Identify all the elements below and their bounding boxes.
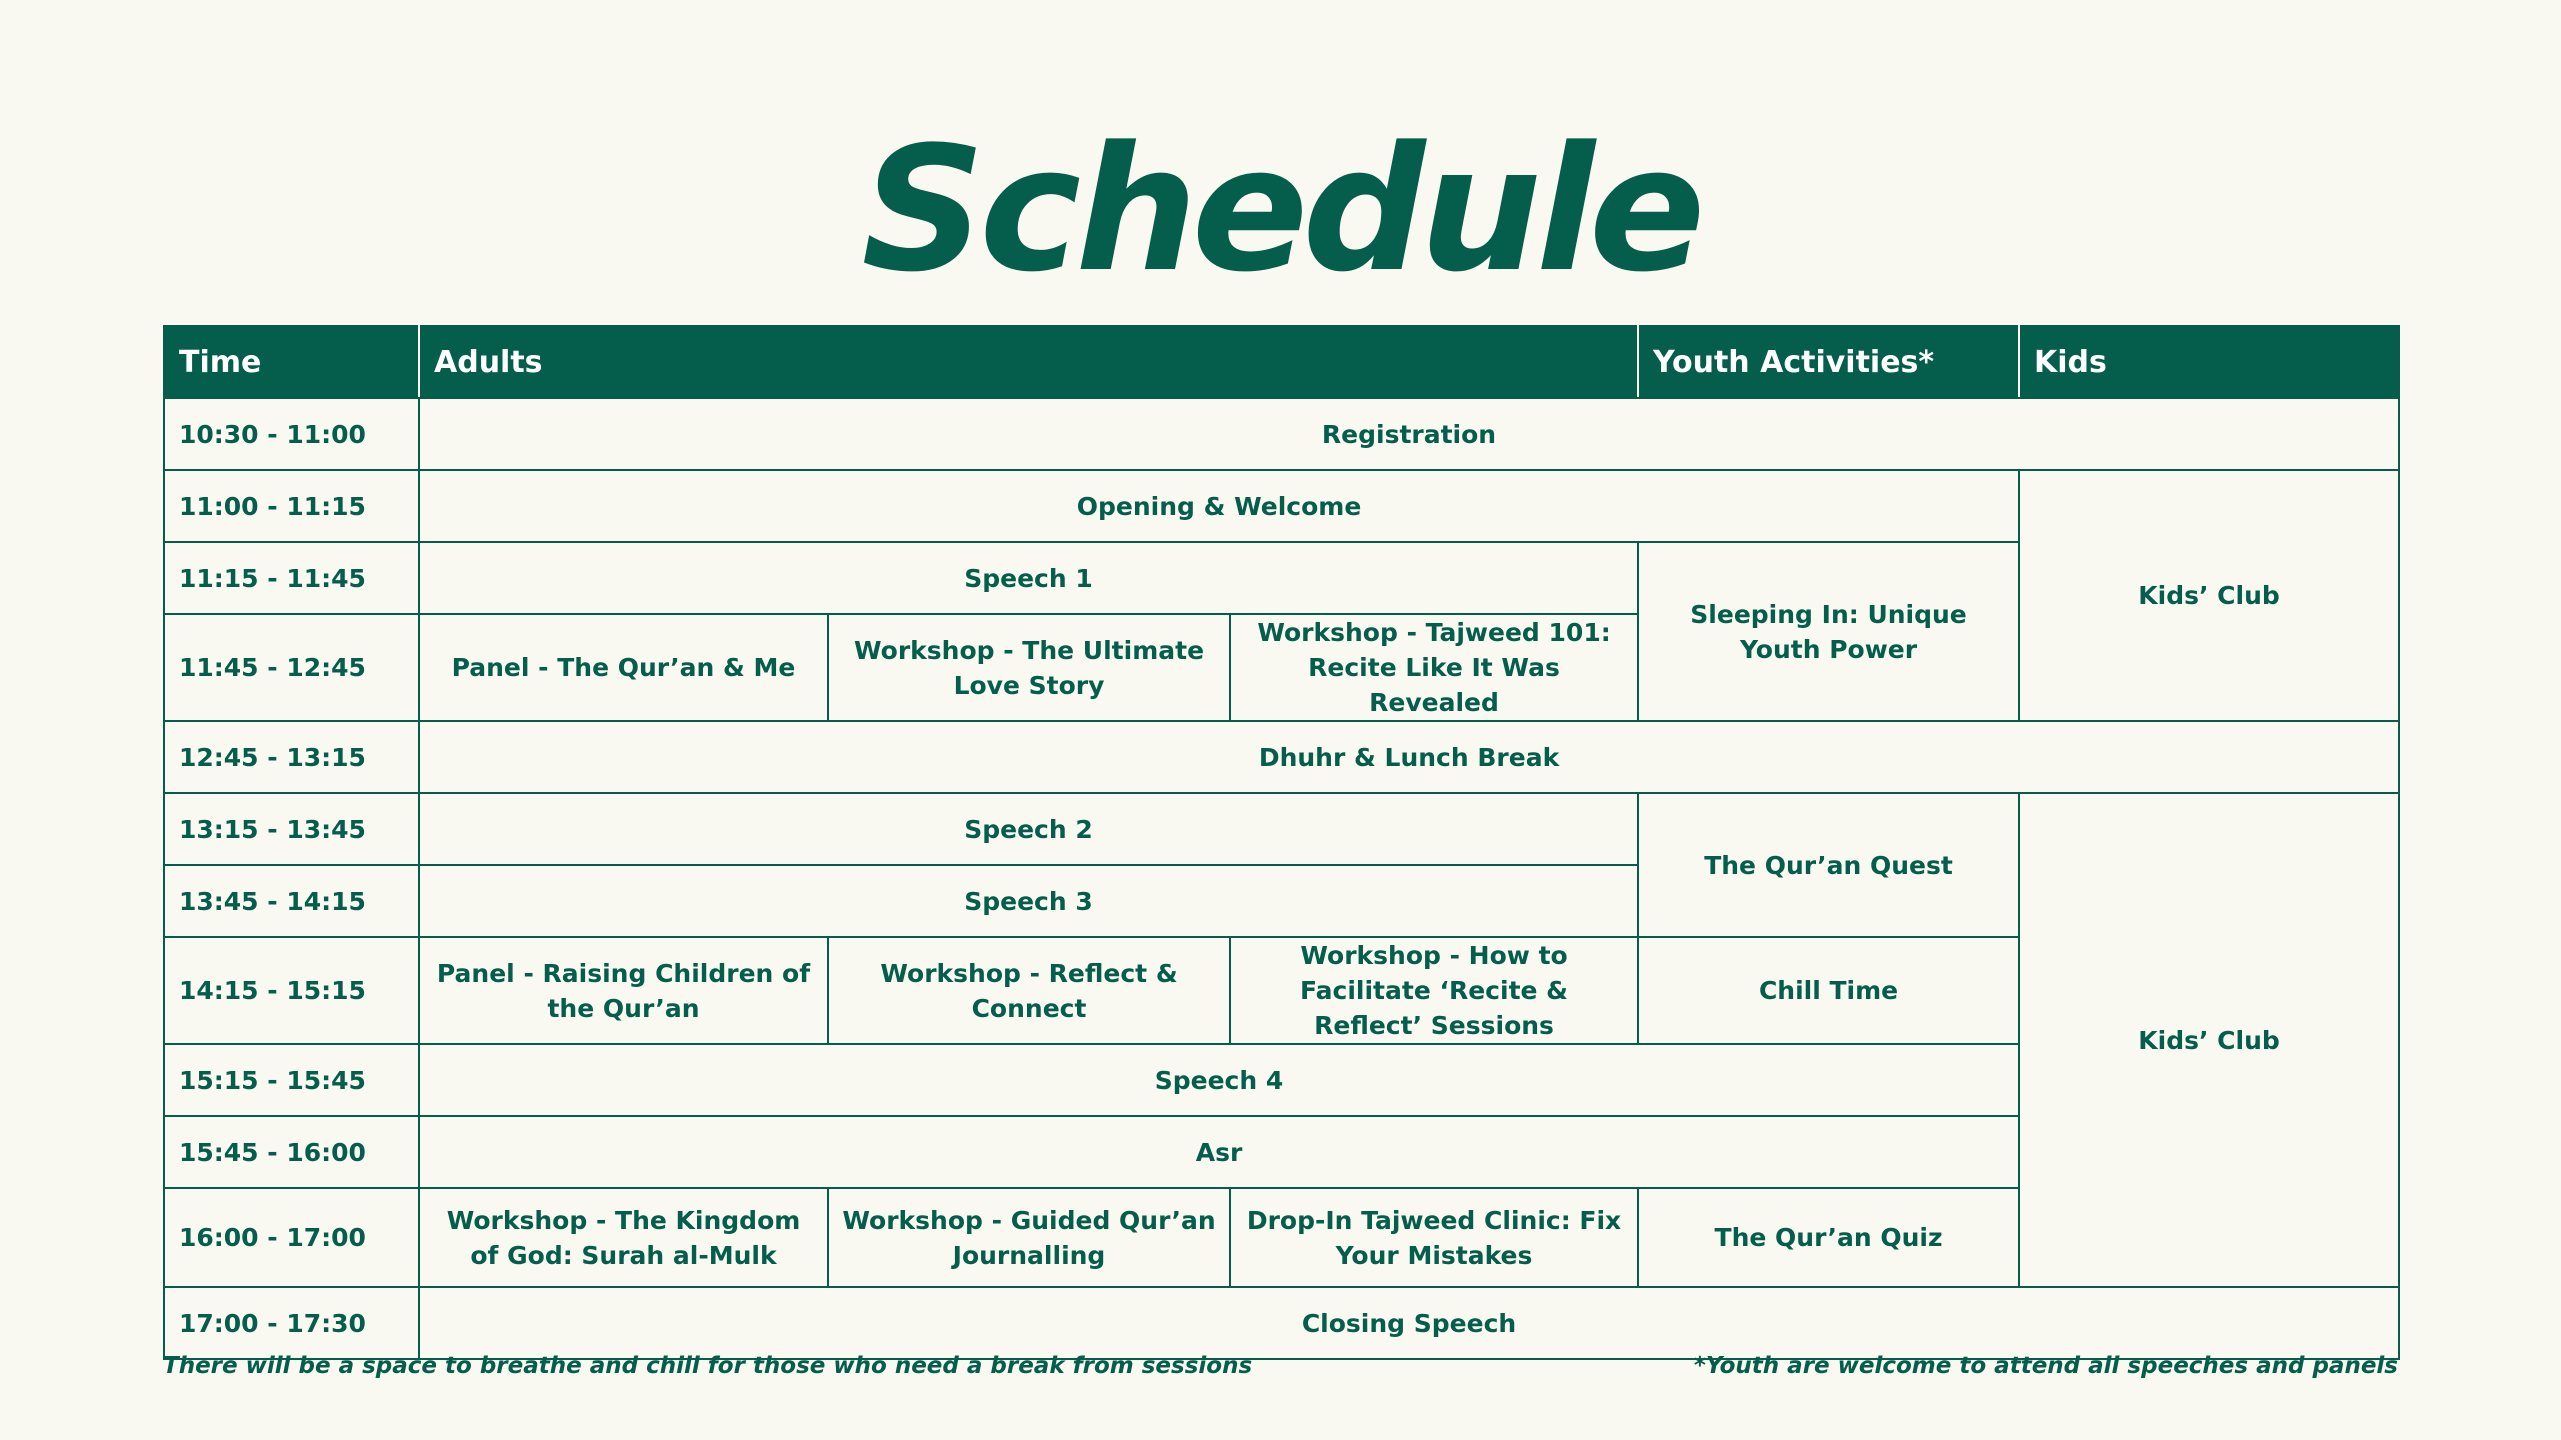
table-row: [164, 793, 2399, 865]
session-cell: Closing Speech: [419, 1287, 2399, 1359]
time-cell: 11:00 - 11:15: [164, 470, 419, 542]
session-cell: Drop-In Tajweed Clinic: Fix Your Mistakes: [1230, 1188, 1638, 1287]
kids-session-cell: Kids’ Club: [2019, 470, 2399, 721]
time-cell: 15:15 - 15:45: [164, 1044, 419, 1116]
session-cell: Speech 1: [419, 542, 1638, 614]
header-row: [164, 326, 2399, 398]
time-cell: 12:45 - 13:15: [164, 721, 419, 793]
footer-note-break-space: There will be a space to breathe and chill for those who need a break from sessions: [163, 1353, 1253, 1379]
time-cell: 13:45 - 14:15: [164, 865, 419, 937]
session-cell: Workshop - The Ultimate Love Story: [828, 614, 1230, 721]
session-cell: Dhuhr & Lunch Break: [419, 721, 2399, 793]
session-cell: Asr: [419, 1116, 2019, 1188]
time-cell: 16:00 - 17:00: [164, 1188, 419, 1287]
session-cell: Workshop - How to Facilitate ‘Recite & Reflect’ Sessions: [1230, 937, 1638, 1044]
table-row: [164, 1287, 2399, 1359]
time-cell: 17:00 - 17:30: [164, 1287, 419, 1359]
table-row: [164, 470, 2399, 542]
time-cell: 13:15 - 13:45: [164, 793, 419, 865]
youth-session-cell: Sleeping In: Unique Youth Power: [1638, 542, 2019, 721]
youth-session-cell: The Qur’an Quest: [1638, 793, 2019, 937]
table-row: [164, 398, 2399, 470]
session-cell: Workshop - Reflect & Connect: [828, 937, 1230, 1044]
header-adults: Adults: [419, 326, 1638, 398]
time-cell: 14:15 - 15:15: [164, 937, 419, 1044]
session-cell: Opening & Welcome: [419, 470, 2019, 542]
session-cell: Workshop - Guided Qur’an Journalling: [828, 1188, 1230, 1287]
session-cell: Speech 4: [419, 1044, 2019, 1116]
session-cell: Speech 2: [419, 793, 1638, 865]
session-cell: Workshop - The Kingdom of God: Surah al-Mulk: [419, 1188, 828, 1287]
schedule-table: [163, 325, 2400, 1360]
time-cell: 11:45 - 12:45: [164, 614, 419, 721]
time-cell: 11:15 - 11:45: [164, 542, 419, 614]
time-cell: 15:45 - 16:00: [164, 1116, 419, 1188]
session-cell: Panel - The Qur’an & Me: [419, 614, 828, 721]
header-kids: Kids: [2019, 326, 2399, 398]
session-cell: Speech 3: [419, 865, 1638, 937]
time-cell: 10:30 - 11:00: [164, 398, 419, 470]
footer-note-youth: *Youth are welcome to attend all speeches and panels: [1693, 1353, 2398, 1379]
page-title: Schedule: [861, 109, 1700, 310]
kids-session-cell: Kids’ Club: [2019, 793, 2399, 1287]
table-row: [164, 721, 2399, 793]
youth-session-cell: The Qur’an Quiz: [1638, 1188, 2019, 1287]
session-cell: Registration: [419, 398, 2399, 470]
header-youth: Youth Activities*: [1638, 326, 2019, 398]
header-time: Time: [164, 326, 419, 398]
youth-session-cell: Chill Time: [1638, 937, 2019, 1044]
session-cell: Panel - Raising Children of the Qur’an: [419, 937, 828, 1044]
session-cell: Workshop - Tajweed 101: Recite Like It Was Revealed: [1230, 614, 1638, 721]
